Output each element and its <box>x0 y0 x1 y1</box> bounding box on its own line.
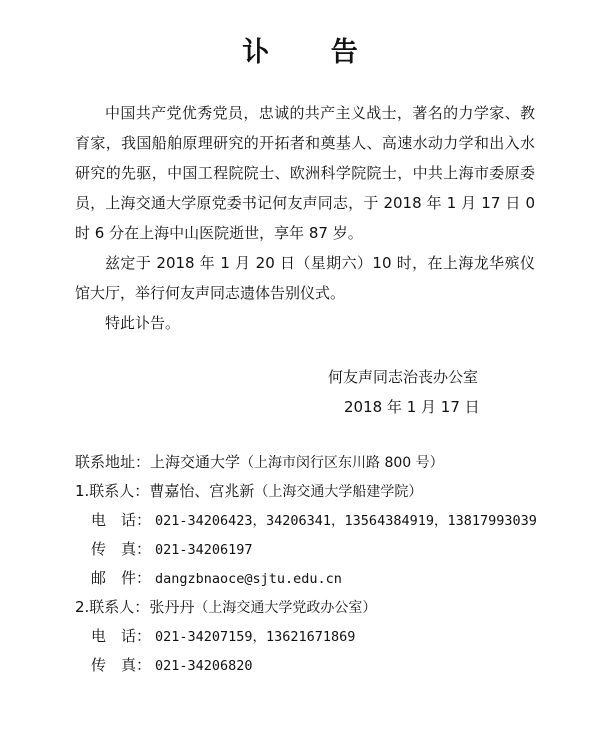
obituary-paragraph-3: 特此讣告。 <box>105 314 181 332</box>
contact1-names: 曹嘉怡、宫兆新 <box>149 482 255 500</box>
page-title: 讣 告 <box>242 37 384 68</box>
contact2-note: （上海交通大学党政办公室） <box>194 600 377 616</box>
obituary-body <box>75 98 535 338</box>
contact2-phone[interactable]: 021-34207159，13621671869 <box>155 629 356 645</box>
contact-person-2 <box>75 593 575 622</box>
signature-date: 2018 年 1 月 17 日 <box>344 398 480 416</box>
contact2-names: 张丹丹 <box>149 598 195 616</box>
signature-office: 何友声同志治丧办公室 <box>328 368 479 386</box>
contact2-fax-label: 传 真： <box>91 656 152 674</box>
contact1-email-label: 邮 件： <box>91 569 152 587</box>
obituary-paragraph-1: 中国共产党优秀党员，忠诚的共产主义战士，著名的力学家、教育家，我国船舶原理研究的开拓者和奠基人、高速水动力学和出入水研究的先驱，中国工程院院士、欧洲科学院院士，中共上海市委原委员，上海交通大学原党委书记何友声同志，于 2018 年 1 月 17 日 0 时 6 分在上海中山医院逝世，享年 87 岁。 <box>75 104 535 242</box>
obituary-paragraph-2: 兹定于 2018 年 1 月 20 日（星期六）10 时，在上海龙华殡仪馆大厅，举行何友声同志遗体告别仪式。 <box>75 254 535 302</box>
contact1-label: 1.联系人： <box>75 482 150 500</box>
contact-block <box>75 448 575 680</box>
contact2-phone-label: 电 话： <box>91 627 152 645</box>
contact1-phone[interactable]: 021-34206423，34206341，13564384919，13817993039 <box>155 513 537 529</box>
contact1-email-row <box>75 564 575 593</box>
contact1-fax-label: 传 真： <box>91 540 152 558</box>
contact-address <box>75 448 575 477</box>
contact1-phone-row <box>75 506 575 535</box>
address-note: （上海市闵行区东川路 800 号） <box>240 455 444 471</box>
contact1-fax-row <box>75 535 575 564</box>
contact2-phone-row <box>75 622 575 651</box>
contact2-fax-row <box>75 651 575 680</box>
contact1-phone-label: 电 话： <box>91 511 152 529</box>
contact-person-1 <box>75 477 575 506</box>
contact1-email-link[interactable]: dangzbnaoce@sjtu.edu.cn <box>155 571 342 587</box>
contact2-fax: 021-34206820 <box>155 658 253 674</box>
address-label: 联系地址： <box>75 453 151 471</box>
contact1-note: （上海交通大学船建学院） <box>254 484 423 500</box>
contact1-fax: 021-34206197 <box>155 542 253 558</box>
address-value: 上海交通大学 <box>150 453 241 471</box>
contact2-label: 2.联系人： <box>75 598 150 616</box>
